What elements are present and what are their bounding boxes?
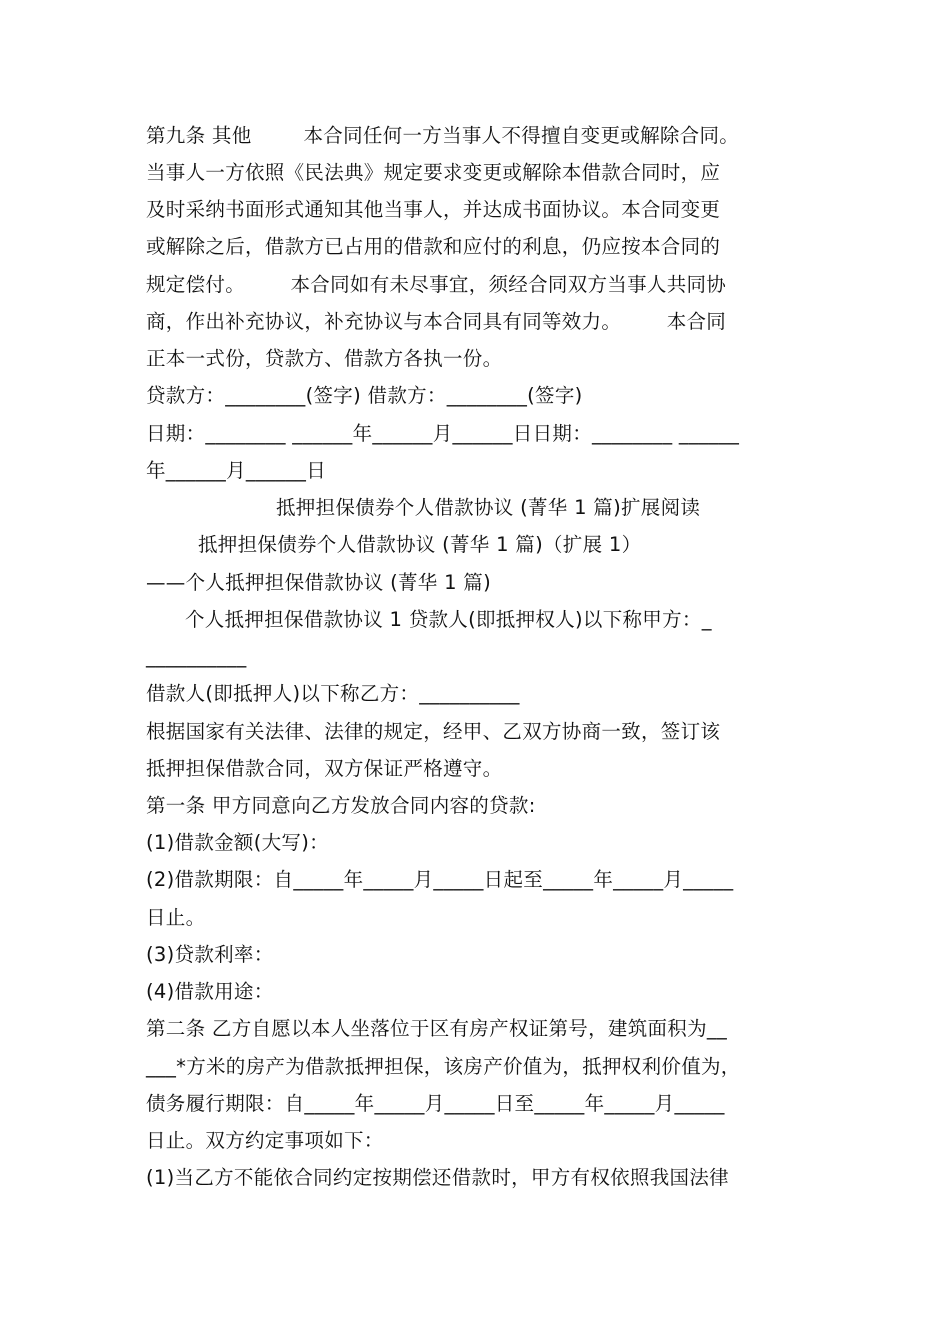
section-heading: 抵押担保债券个人借款协议 (菁华 1 篇)扩展阅读: [146, 496, 701, 519]
list-item: (1)借款金额(大写)：: [146, 831, 329, 854]
list-item: (4)借款用途：: [146, 980, 274, 1003]
article-heading: 第一条 甲方同意向乙方发放合同内容的贷款:: [146, 794, 536, 817]
text-line: 第九条 其他 本合同任何一方当事人不得擅自变更或解除合同。: [146, 124, 740, 147]
text-line: 借款人(即抵押人)以下称乙方：__________: [146, 682, 520, 705]
list-item: (2)借款期限：自_____年_____月_____日起至_____年_____月_____: [146, 868, 734, 891]
text-line: __________: [146, 645, 247, 668]
text-line: 日止。双方约定事项如下：: [146, 1129, 384, 1152]
text-line: 抵押担保借款合同，双方保证严格遵守。: [146, 757, 503, 780]
section-heading: 抵押担保债券个人借款协议 (菁华 1 篇)（扩展 1）: [146, 533, 642, 556]
signature-line: 贷款方：________(签字) 借款方：________(签字): [146, 384, 583, 407]
text-line: 当事人一方依照《民法典》规定要求变更或解除本借款合同时，应: [146, 161, 721, 184]
text-line: ___*方米的房产为借款抵押担保，该房产价值为，抵押权利价值为，: [146, 1055, 741, 1078]
list-item: (1)当乙方不能依合同约定按期偿还借款时，甲方有权依照我国法律: [146, 1166, 729, 1189]
text-line: 或解除之后，借款方已占用的借款和应付的利息，仍应按本合同的: [146, 235, 721, 258]
text-line: 正本一式份，贷款方、借款方各执一份。: [146, 347, 503, 370]
text-line: 商，作出补充协议，补充协议与本合同具有同等效力。 本合同: [146, 310, 727, 333]
text-line: 规定偿付。 本合同如有未尽事宜，须经合同双方当事人共同协: [146, 273, 727, 296]
section-subtitle: ——个人抵押担保借款协议 (菁华 1 篇): [146, 571, 492, 594]
text-line: 及时采纳书面形式通知其他当事人，并达成书面协议。本合同变更: [146, 198, 721, 221]
text-line: 根据国家有关法律、法律的规定，经甲、乙双方协商一致，签订该: [146, 720, 721, 743]
list-item: (3)贷款利率：: [146, 943, 274, 966]
text-line: 日止。: [146, 906, 206, 929]
date-line: 日期：________ ______年______月______日日期：________ ______: [146, 422, 740, 445]
date-line: 年______月______日: [146, 459, 326, 482]
article-heading: 第二条 乙方自愿以本人坐落位于区有房产权证第号，建筑面积为__: [146, 1017, 727, 1040]
text-line: 个人抵押担保借款协议 1 贷款人(即抵押权人)以下称甲方：_: [146, 608, 712, 631]
text-line: 债务履行期限：自_____年_____月_____日至_____年_____月_____: [146, 1092, 725, 1115]
